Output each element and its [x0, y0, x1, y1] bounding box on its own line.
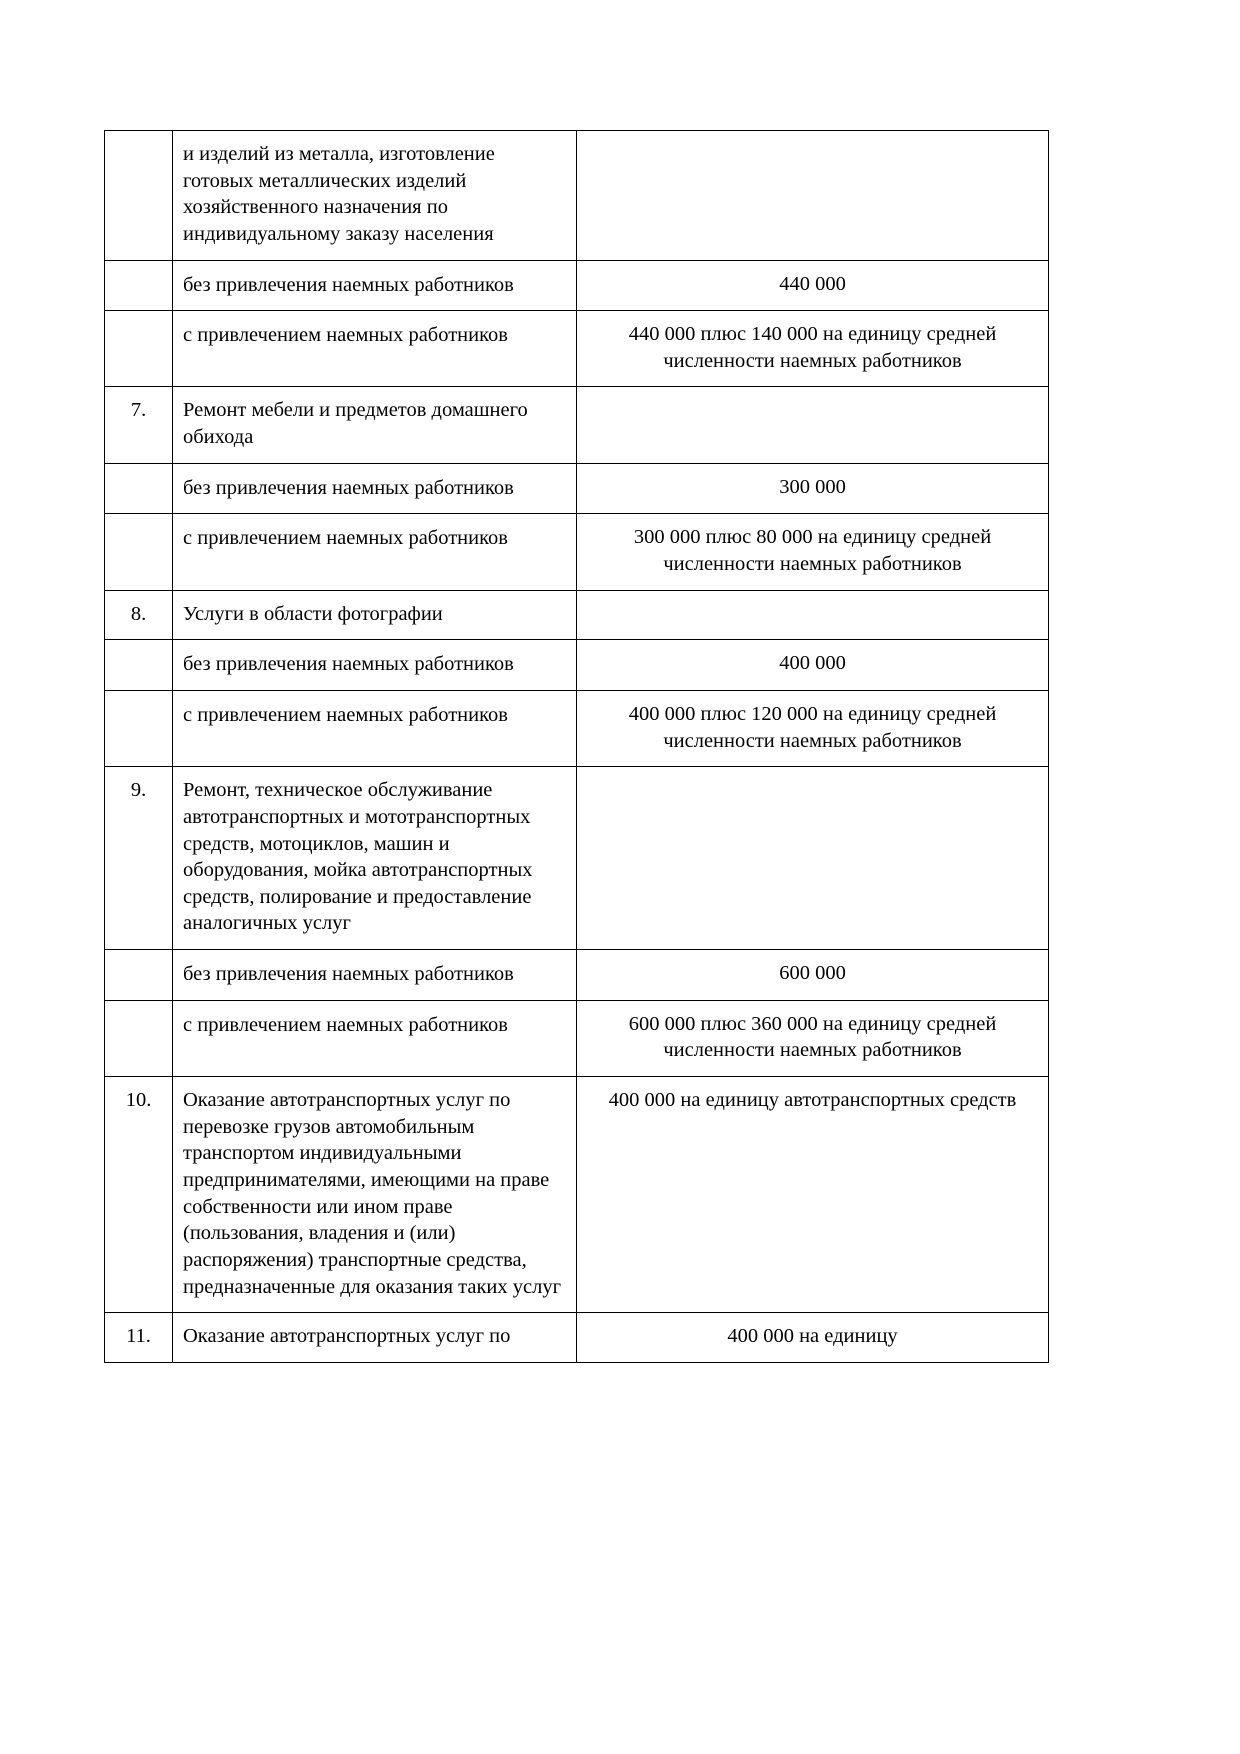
table-row — [105, 463, 1049, 514]
row-number-cell — [105, 131, 173, 261]
row-description-cell: и изделий из металла, изготовление готовых металлических изделий хозяйственного назначения по индивидуальному заказу населения — [173, 131, 577, 261]
row-value-cell — [577, 767, 1049, 950]
row-number-cell — [105, 950, 173, 1001]
row-description-cell: с привлечением наемных работников — [173, 690, 577, 766]
row-description-cell: Ремонт, техническое обслуживание автотранспортных и мототранспортных средств, мотоциклов, машин и оборудования, мойка автотранспортных средств, полирование и предоставление аналогичных услуг — [173, 767, 577, 950]
tariff-table — [104, 130, 1049, 1363]
table-row — [105, 1313, 1049, 1363]
row-value-cell: 400 000 — [577, 640, 1049, 691]
row-description-cell: Ремонт мебели и предметов домашнего обихода — [173, 387, 577, 463]
row-number-cell — [105, 514, 173, 590]
row-number-cell: 10. — [105, 1077, 173, 1313]
row-number-cell — [105, 690, 173, 766]
row-value-cell: 600 000 — [577, 950, 1049, 1001]
row-number-cell — [105, 640, 173, 691]
row-description-cell: без привлечения наемных работников — [173, 260, 577, 311]
table-row — [105, 640, 1049, 691]
row-description-cell: с привлечением наемных работников — [173, 514, 577, 590]
row-description-cell: с привлечением наемных работников — [173, 311, 577, 387]
row-description-cell: без привлечения наемных работников — [173, 950, 577, 1001]
table-row — [105, 131, 1049, 261]
row-value-cell: 400 000 на единицу — [577, 1313, 1049, 1363]
table-row — [105, 950, 1049, 1001]
row-description-cell: Оказание автотранспортных услуг по перевозке грузов автомобильным транспортом индивидуальными предпринимателями, имеющими на праве собственности или ином праве (пользования, владения и (или) распоряжения) транспортные средства, предназначенные для оказания таких услуг — [173, 1077, 577, 1313]
table-row — [105, 1077, 1049, 1313]
table-row — [105, 590, 1049, 640]
row-number-cell: 9. — [105, 767, 173, 950]
row-number-cell — [105, 260, 173, 311]
table-row — [105, 690, 1049, 766]
row-number-cell — [105, 1000, 173, 1076]
table-row — [105, 260, 1049, 311]
row-description-cell: без привлечения наемных работников — [173, 463, 577, 514]
row-number-cell: 8. — [105, 590, 173, 640]
row-value-cell: 400 000 плюс 120 000 на единицу средней численности наемных работников — [577, 690, 1049, 766]
table-row — [105, 514, 1049, 590]
row-value-cell — [577, 387, 1049, 463]
row-value-cell — [577, 590, 1049, 640]
table-row — [105, 387, 1049, 463]
row-number-cell — [105, 311, 173, 387]
row-value-cell: 440 000 плюс 140 000 на единицу средней численности наемных работников — [577, 311, 1049, 387]
row-description-cell: с привлечением наемных работников — [173, 1000, 577, 1076]
row-value-cell: 400 000 на единицу автотранспортных средств — [577, 1077, 1049, 1313]
row-description-cell: Оказание автотранспортных услуг по — [173, 1313, 577, 1363]
table-row — [105, 1000, 1049, 1076]
row-description-cell: без привлечения наемных работников — [173, 640, 577, 691]
row-number-cell: 7. — [105, 387, 173, 463]
row-value-cell: 300 000 — [577, 463, 1049, 514]
table-body — [105, 131, 1049, 1363]
row-value-cell: 600 000 плюс 360 000 на единицу средней численности наемных работников — [577, 1000, 1049, 1076]
row-value-cell: 300 000 плюс 80 000 на единицу средней численности наемных работников — [577, 514, 1049, 590]
row-value-cell: 440 000 — [577, 260, 1049, 311]
table-row — [105, 767, 1049, 950]
row-number-cell — [105, 463, 173, 514]
row-number-cell: 11. — [105, 1313, 173, 1363]
row-value-cell — [577, 131, 1049, 261]
table-row — [105, 311, 1049, 387]
row-description-cell: Услуги в области фотографии — [173, 590, 577, 640]
